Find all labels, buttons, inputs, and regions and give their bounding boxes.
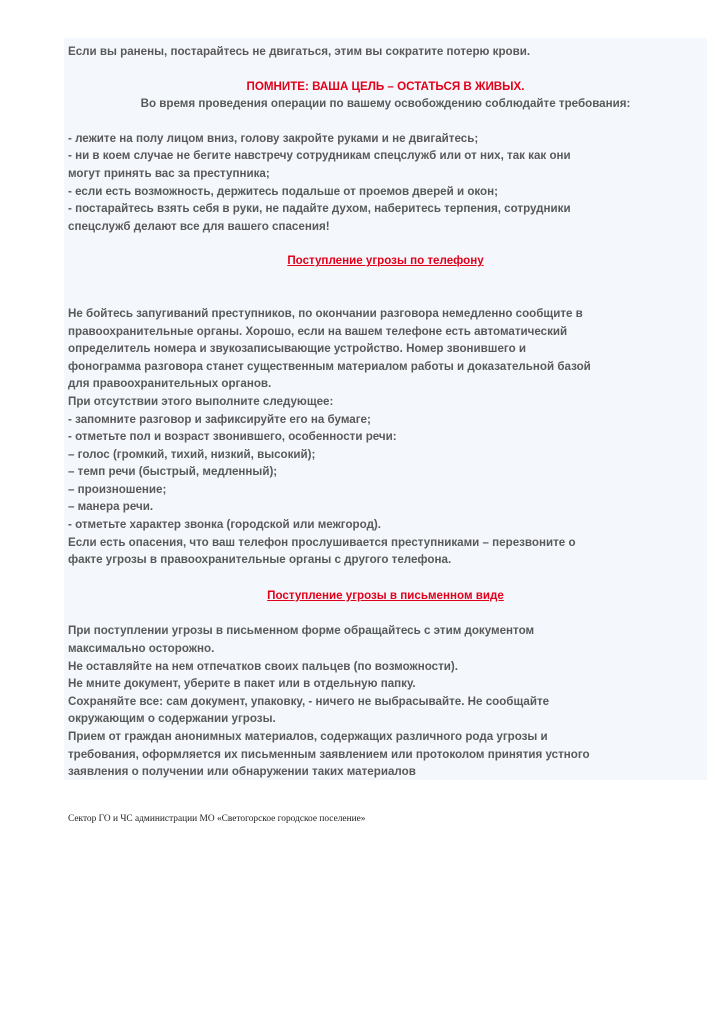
rule-line: могут принять вас за преступника; <box>68 166 270 180</box>
rule-line: - если есть возможность, держитесь подальше от проемов дверей и окон; <box>68 184 498 198</box>
written-line: Не оставляйте на нем отпечатков своих пальцев (по возможности). <box>68 659 459 673</box>
written-line: Не мните документ, уберите в пакет или в отдельную папку. <box>68 677 416 691</box>
written-line: При поступлении угрозы в письменном форме обращайтесь с этим документом <box>68 624 535 638</box>
phone-line: - отметьте характер звонка (городской или межгород). <box>68 518 382 532</box>
phone-line: Не бойтесь запугиваний преступников, по окончании разговора немедленно сообщите в <box>68 306 583 320</box>
phone-line: Если есть опасения, что ваш телефон прослушивается преступниками – перезвоните о <box>68 535 576 549</box>
rule-line: - ни в коем случае не бегите навстречу сотрудникам спецслужб или от них, так как они <box>68 149 571 163</box>
footer-organization: Сектор ГО и ЧС администрации МО «Светогорское городское поселение» <box>68 814 366 824</box>
phone-threat-heading: Поступление угрозы по телефону <box>287 254 484 268</box>
phone-line: – произношение; <box>68 482 167 496</box>
phone-line: – темп речи (быстрый, медленный); <box>68 465 278 479</box>
intro-wounded-text: Если вы ранены, постарайтесь не двигаться, этим вы сократите потерю крови. <box>68 45 531 58</box>
written-threat-heading: Поступление угрозы в письменном виде <box>267 588 504 602</box>
phone-line: определитель номера и звукозаписывающие устройство. Номер звонившего и <box>68 342 526 356</box>
written-line: заявления о получении или обнаружении таких материалов <box>68 765 416 779</box>
written-threat-section <box>68 622 703 780</box>
rule-line: спецслужб делают все для вашего спасения! <box>68 219 330 233</box>
phone-threat-section <box>68 305 703 569</box>
phone-line: фонограмма разговора станет существенным материалом работы и доказательной базой <box>68 359 591 373</box>
written-line: требования, оформляется их письменным заявлением или протоколом принятия устного <box>68 747 590 761</box>
phone-line: - отметьте пол и возраст звонившего, особенности речи: <box>68 430 397 444</box>
rules-list <box>68 130 703 236</box>
rule-line: - постарайтесь взять себя в руки, не падайте духом, наберитесь терпения, сотрудники <box>68 202 571 216</box>
written-line: Прием от граждан анонимных материалов, содержащих различного рода угрозы и <box>68 730 548 743</box>
phone-line: При отсутствии этого выполните следующее: <box>68 394 334 408</box>
phone-line: – голос (громкий, тихий, низкий, высокий); <box>68 447 316 461</box>
written-line: максимально осторожно. <box>68 642 215 656</box>
phone-line: для правоохранительных органов. <box>68 377 272 391</box>
phone-line: – манера речи. <box>68 500 154 514</box>
phone-line: факте угрозы в правоохранительные органы с другого телефона. <box>68 553 452 567</box>
requirements-intro: Во время проведения операции по вашему освобождению соблюдайте требования: <box>140 97 631 111</box>
content-panel <box>64 38 707 780</box>
phone-line: правоохранительные органы. Хорошо, если на вашем телефоне есть автоматический <box>68 324 568 338</box>
phone-line: - запомните разговор и зафиксируйте его на бумаге; <box>68 412 371 426</box>
rule-line: - лежите на полу лицом вниз, голову закройте руками и не двигайтесь; <box>68 131 479 145</box>
written-line: окружающим о содержании угрозы. <box>68 712 276 726</box>
written-line: Сохраняйте все: сам документ, упаковку, - ничего не выбрасывайте. Не сообщайте <box>68 694 550 708</box>
remember-warning: ПОМНИТЕ: ВАША ЦЕЛЬ – ОСТАТЬСЯ В ЖИВЫХ. <box>246 79 525 93</box>
